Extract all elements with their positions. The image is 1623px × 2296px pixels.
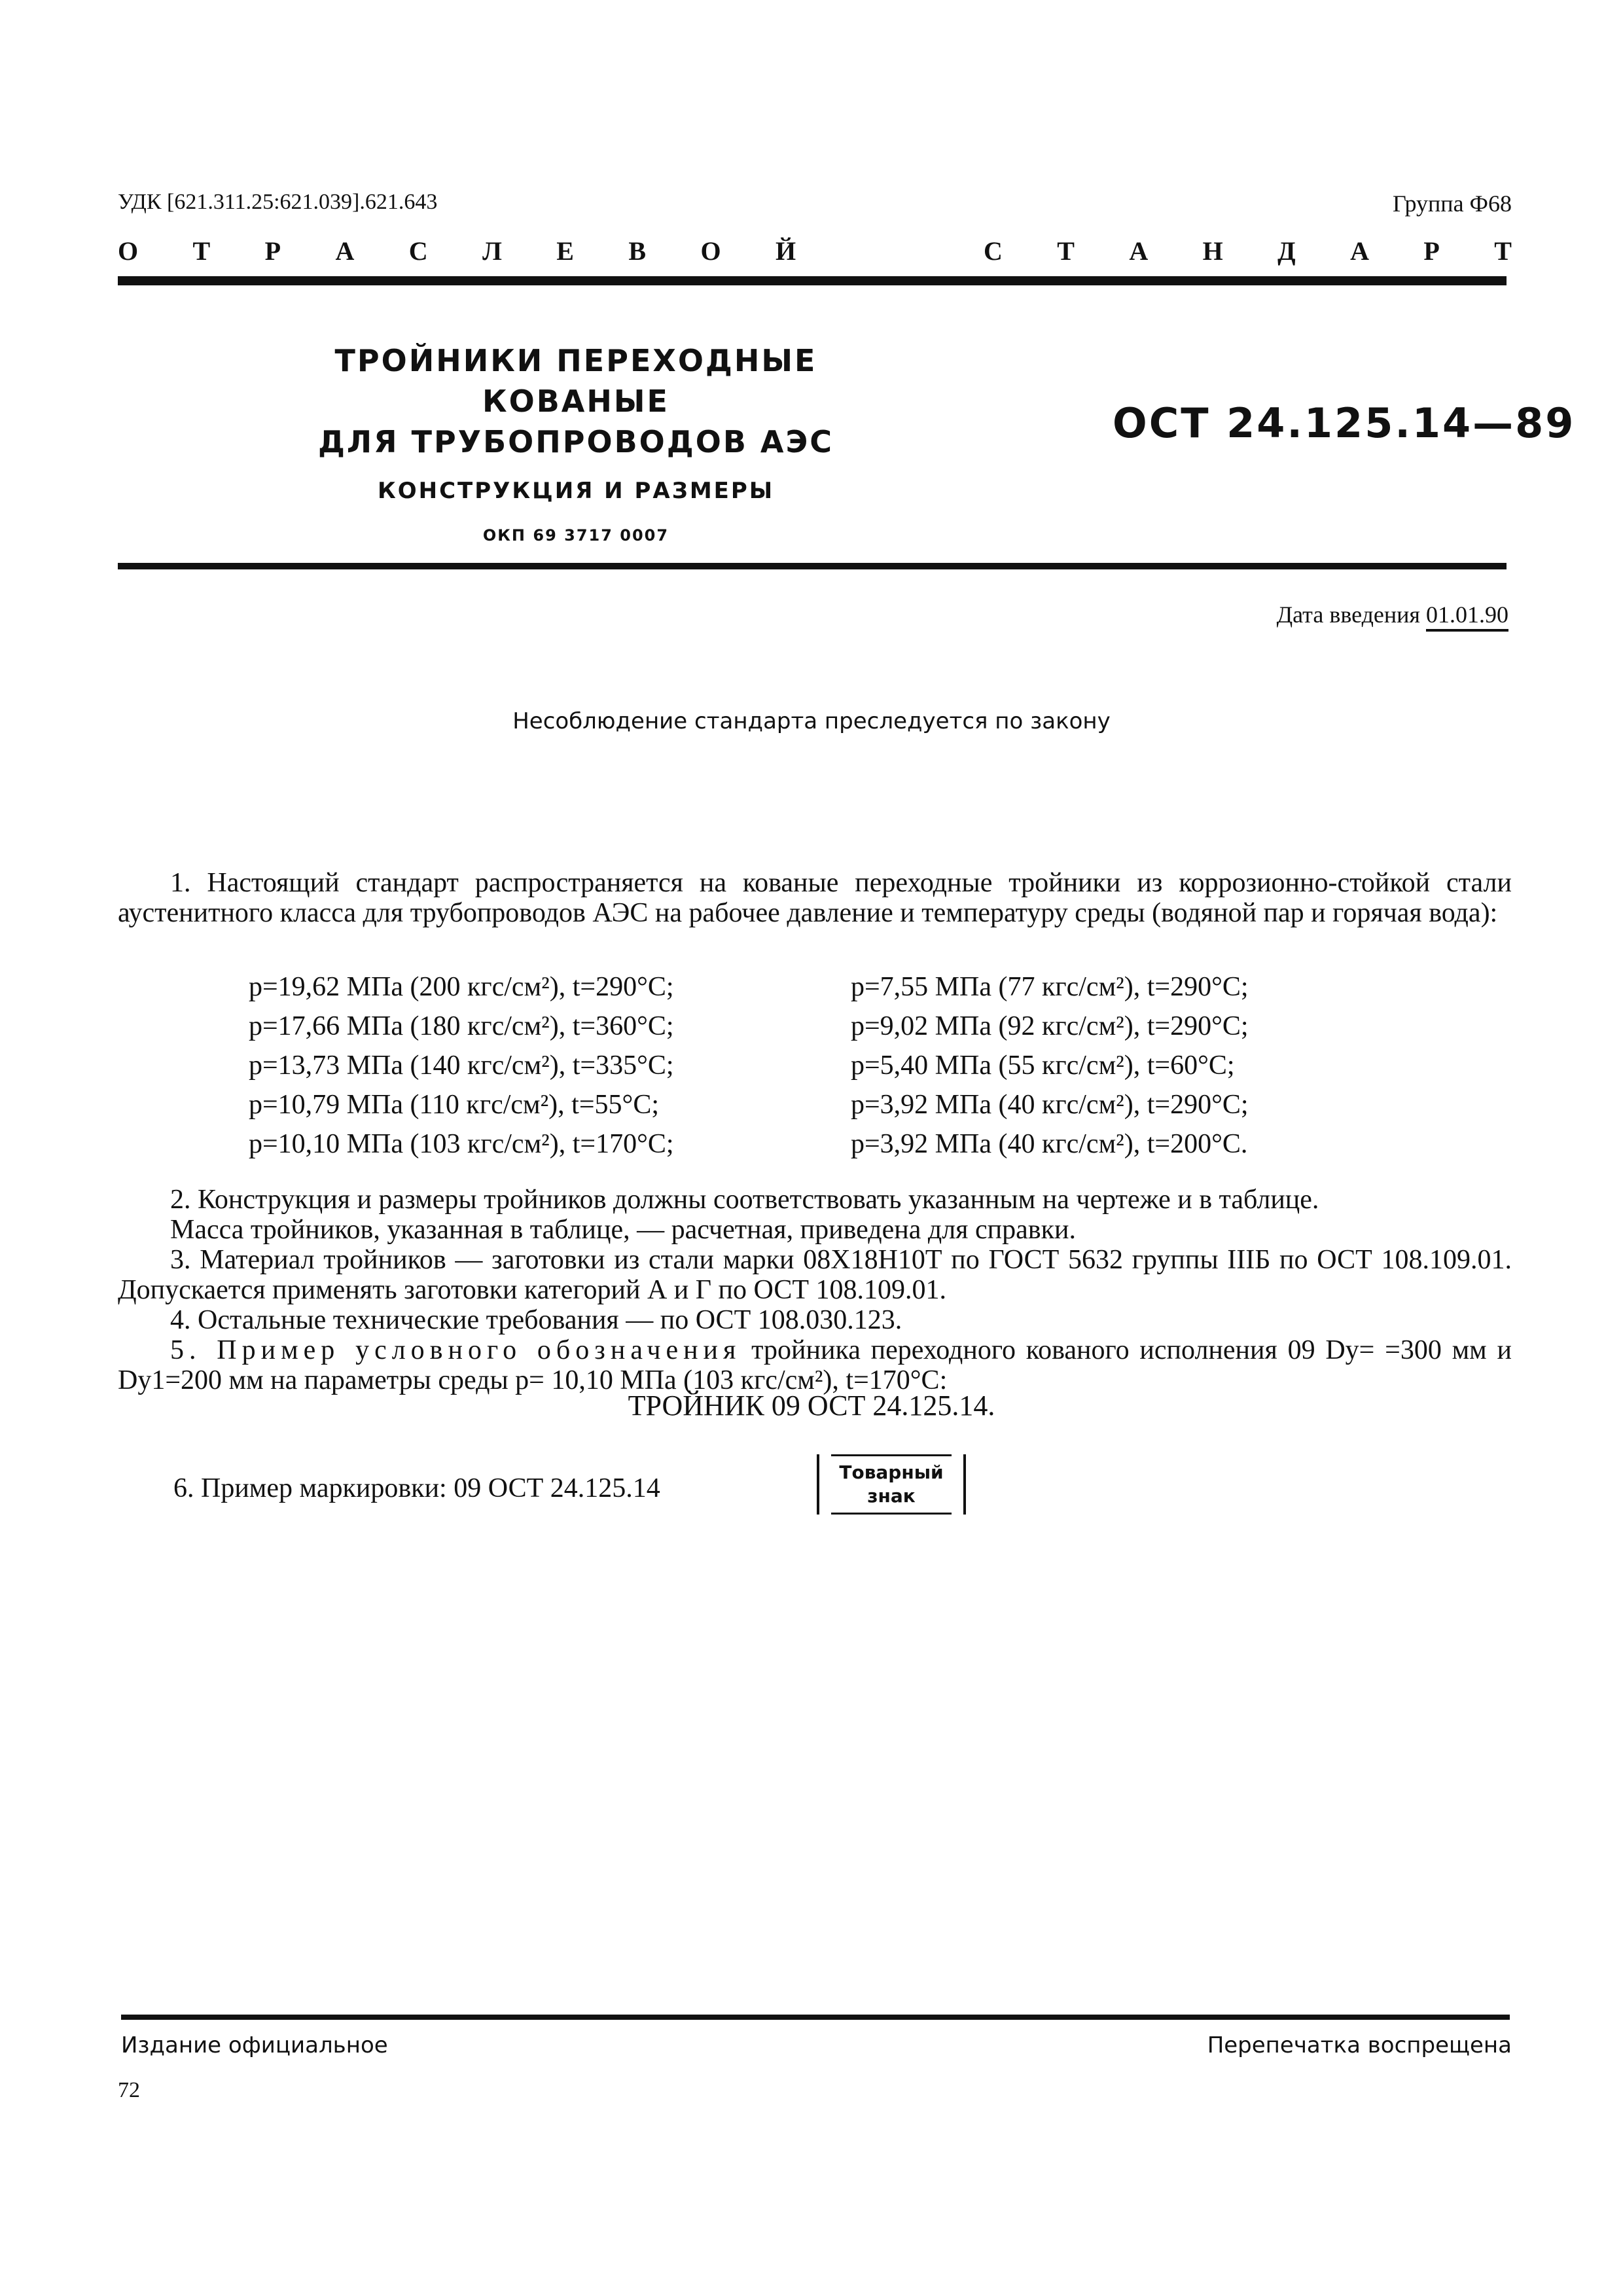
- title-rule: [118, 563, 1507, 569]
- heading-letter: Й: [776, 236, 796, 266]
- heading-letter: Р: [1423, 236, 1440, 266]
- paragraph-4-text: 4. Остальные технические требования — по ОСТ 108.030.123.: [170, 1305, 902, 1335]
- parameter-cell: p=10,79 МПа (110 кгс/см²), t=55°C;: [249, 1090, 660, 1120]
- heading-letter: Р: [264, 236, 281, 266]
- parameter-cell: p=5,40 МПа (55 кгс/см²), t=60°C;: [851, 1050, 1235, 1081]
- parameter-row: [249, 1046, 1440, 1085]
- trademark-box: [817, 1454, 966, 1515]
- paragraph-1-text: 1. Настоящий стандарт распространяется на кованые переходные тройники из коррозионно-стойкой стали аустенитного класса для трубопроводов АЭС на рабочее давление и температуру среды (водяной пар и горячая вода):: [118, 868, 1512, 928]
- udk-code: УДК [621.311.25:621.039].621.643: [118, 190, 438, 214]
- paragraph-5-lead: 5. Пример условного обозначения: [170, 1335, 741, 1365]
- parameter-row: [249, 1085, 1440, 1124]
- standard-designation: ОСТ 24.125.14—89: [1113, 399, 1576, 447]
- legal-notice: Несоблюдение стандарта преследуется по закону: [512, 708, 1111, 734]
- reprint-prohibited-label: Перепечатка воспрещена: [1207, 2032, 1512, 2058]
- parameter-cell: p=17,66 МПа (180 кгс/см²), t=360°C;: [249, 1011, 674, 1041]
- heading-letter: О: [118, 236, 139, 266]
- heading-letter: Л: [482, 236, 502, 266]
- paragraph-2: [118, 1185, 1512, 1245]
- subtitle: КОНСТРУКЦИЯ И РАЗМЕРЫ: [377, 478, 775, 504]
- paragraph-3-text: 3. Материал тройников — заготовки из стали марки 08Х18Н10Т по ГОСТ 5632 группы IIIБ по ОСТ 108.109.01. Допускается применять заготовки категорий А и Г по ОСТ 108.109.01.: [118, 1245, 1512, 1305]
- heading-gap: [851, 236, 929, 266]
- page-number: 72: [118, 2078, 140, 2102]
- designation-example: ТРОЙНИК 09 ОСТ 24.125.14.: [628, 1390, 995, 1422]
- parameter-cell: p=19,62 МПа (200 кгс/см²), t=290°C;: [249, 972, 674, 1002]
- heading-letter: В: [628, 236, 647, 266]
- official-edition-label: Издание официальное: [121, 2032, 388, 2058]
- paragraph-3: [118, 1245, 1512, 1305]
- okp-code: ОКП 69 3717 0007: [482, 526, 669, 545]
- parameter-cell: p=7,55 МПа (77 кгс/см²), t=290°C;: [851, 972, 1249, 1002]
- marking-example: 6. Пример маркировки: 09 ОСТ 24.125.14: [173, 1473, 660, 1503]
- group-code: Группа Ф68: [1392, 190, 1512, 217]
- parameter-cell: p=13,73 МПа (140 кгс/см²), t=335°C;: [249, 1050, 674, 1081]
- heading-letter: А: [1129, 236, 1149, 266]
- heading-letter: Д: [1277, 236, 1296, 266]
- paragraph-2-text: 2. Конструкция и размеры тройников должны соответствовать указанным на чертеже и в таблице.: [170, 1185, 1319, 1215]
- parameter-list: [249, 967, 1440, 1164]
- heading-letter: Т: [1494, 236, 1512, 266]
- heading-letter: Т: [1057, 236, 1075, 266]
- footer-rule: [121, 2015, 1510, 2020]
- parameter-row: [249, 1007, 1440, 1046]
- trademark-line-1: Товарный: [839, 1462, 944, 1483]
- parameter-row: [249, 967, 1440, 1007]
- heading-letter: С: [408, 236, 428, 266]
- trademark-line-2: знак: [867, 1485, 916, 1507]
- parameter-cell: p=10,10 МПа (103 кгс/см²), t=170°C;: [249, 1129, 674, 1159]
- paragraph-5-text: тройника переходного кованого исполнения 09 Dу= =300 мм и Dу1=200 мм на параметры среды p= 10,10 МПа (103 кгс/см²), t=170°C:: [118, 1335, 1512, 1395]
- paragraph-1: [118, 868, 1512, 928]
- heading-letter: А: [335, 236, 355, 266]
- date-value: 01.01.90: [1426, 601, 1508, 628]
- date-label: Дата введения: [1276, 601, 1420, 628]
- heading-letter: Т: [192, 236, 211, 266]
- heading-letter: С: [983, 236, 1003, 266]
- parameter-cell: p=9,02 МПа (92 кгс/см²), t=290°C;: [851, 1011, 1249, 1041]
- heading-letter: О: [700, 236, 721, 266]
- paragraph-5: [118, 1335, 1512, 1395]
- heading-letter: Н: [1202, 236, 1223, 266]
- parameter-cell: p=3,92 МПа (40 кгс/см²), t=290°C;: [851, 1090, 1249, 1120]
- title-line-1: ТРОЙНИКИ ПЕРЕХОДНЫЕ КОВАНЫЕ: [334, 343, 817, 419]
- parameter-cell: p=3,92 МПа (40 кгс/см²), t=200°C.: [851, 1129, 1248, 1159]
- standard-type-heading: [118, 236, 1512, 266]
- heading-letter: А: [1350, 236, 1369, 266]
- heading-letter: Е: [556, 236, 574, 266]
- header-rule: [118, 276, 1507, 285]
- paragraph-2-note: Масса тройников, указанная в таблице, — расчетная, приведена для справки.: [170, 1215, 1076, 1245]
- parameter-row: [249, 1124, 1440, 1164]
- paragraph-4: [118, 1305, 1512, 1335]
- title-line-2: ДЛЯ ТРУБОПРОВОДОВ АЭС: [317, 424, 834, 459]
- effective-date: [1277, 601, 1508, 628]
- title-block: [249, 340, 903, 545]
